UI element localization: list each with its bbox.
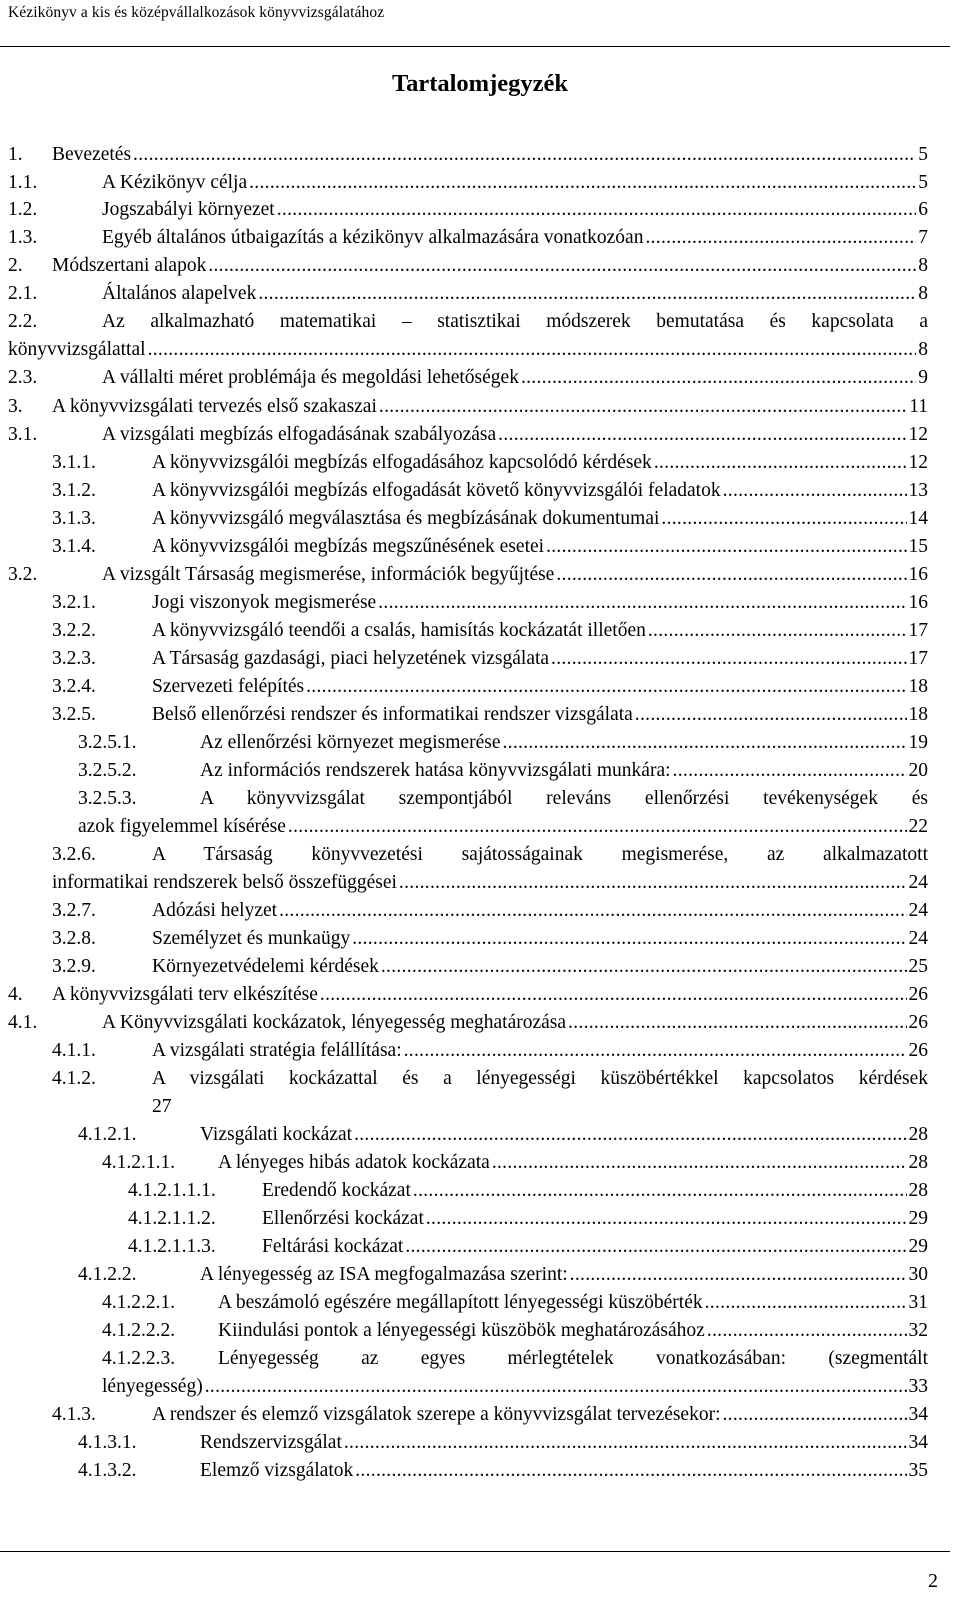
- dot-leader: [379, 393, 907, 420]
- dot-leader: [277, 196, 917, 223]
- toc-entry-title: A rendszer és elemző vizsgálatok szerepe a könyvvizsgálat tervezésekor:: [152, 1404, 721, 1425]
- dot-leader: [645, 224, 916, 251]
- toc-entry-title: A Könyvvizsgálati kockázatok, lényegesség meghatározása: [102, 1012, 567, 1033]
- toc-entry-title: Vizsgálati kockázat: [200, 1124, 353, 1145]
- dot-leader: [705, 1289, 907, 1316]
- toc-entry-page: 8: [918, 283, 928, 304]
- dot-leader: [498, 421, 906, 448]
- toc-entry-number: 3.2.: [8, 564, 38, 585]
- dot-leader: [635, 701, 907, 728]
- toc-entry-title: A könyvvizsgálat szempontjából releváns ellenőrzési tevékenységek és: [200, 788, 928, 809]
- toc-entry-number: 3.1.3.: [52, 508, 96, 529]
- toc-entry-number: 3.2.5.3.: [78, 788, 137, 809]
- toc-entry-page: 8: [918, 339, 928, 360]
- toc-entry-number: 3.: [8, 396, 23, 417]
- toc-entry-number: 4.1.3.1.: [78, 1432, 137, 1453]
- toc-entry-title: A vizsgált Társaság megismerése, információk begyűjtése: [102, 564, 555, 585]
- dot-leader: [148, 336, 917, 363]
- toc-entry-page: 14: [908, 508, 928, 529]
- toc-entry-number: 3.2.2.: [52, 620, 96, 641]
- toc-entry-title: Feltárási kockázat: [262, 1236, 404, 1257]
- toc-entry-page: 19: [908, 732, 928, 753]
- toc-entry-page: 17: [908, 620, 928, 641]
- toc-entry-title: Bevezetés: [52, 144, 132, 165]
- toc-entry-title: A vizsgálati megbízás elfogadásának szabályozása: [102, 424, 497, 445]
- toc-entry-number: 3.2.9.: [52, 956, 96, 977]
- toc-entry-page: 30: [908, 1264, 928, 1285]
- toc-entry-title: Általános alapelvek: [102, 283, 257, 304]
- dot-leader: [279, 897, 906, 924]
- toc-entry-page: 28: [908, 1152, 928, 1173]
- toc-entry-title: A vizsgálati stratégia felállítása:: [152, 1040, 402, 1061]
- toc-entry-title: A könyvvizsgáló megválasztása és megbízásának dokumentumai: [152, 508, 660, 529]
- dot-leader: [249, 169, 916, 196]
- toc-entry-title: Ellenőrzési kockázat: [262, 1208, 424, 1229]
- toc-entry-page: 28: [908, 1124, 928, 1145]
- dot-leader: [344, 1429, 907, 1456]
- toc-entry-number: 3.2.3.: [52, 648, 96, 669]
- toc-entry-title: Belső ellenőrzési rendszer és informatikai rendszer vizsgálata: [152, 704, 633, 725]
- toc-entry-page: 17: [908, 648, 928, 669]
- toc-entry-page: 31: [908, 1292, 928, 1313]
- toc-entry-title: Szervezeti felépítés: [152, 676, 305, 697]
- dot-leader: [413, 1177, 907, 1204]
- dot-leader: [404, 1037, 907, 1064]
- toc-entry-title: A könyvvizsgálói megbízás elfogadását követő könyvvizsgálói feladatok: [152, 480, 721, 501]
- toc-entry-number: 1.1.: [8, 172, 38, 193]
- toc-entry-page: 26: [908, 1040, 928, 1061]
- toc-entry-title: Adózási helyzet: [152, 900, 278, 921]
- toc-entry-page: 6: [918, 199, 928, 220]
- dot-leader: [320, 981, 907, 1008]
- toc-entry-page: 28: [908, 1180, 928, 1201]
- toc-entry-number: 1.3.: [8, 227, 38, 248]
- toc-entry-number: 3.2.7.: [52, 900, 96, 921]
- toc-entry-number: 4.1.1.: [52, 1040, 96, 1061]
- toc-entry-page: 33: [908, 1376, 928, 1397]
- toc-entry-title: Lényegesség az egyes mérlegtételek vonatkozásában: (szegmentált: [218, 1348, 928, 1369]
- toc-entry-title: A Társaság gazdasági, piaci helyzetének vizsgálata: [152, 648, 550, 669]
- toc-entry-page: 24: [908, 928, 928, 949]
- toc-entry-number: 4.1.2.1.1.1.: [128, 1180, 216, 1201]
- toc-entry-title: A beszámoló egészére megállapított lényegességi küszöbérték: [218, 1292, 703, 1313]
- toc-entry-page: 18: [908, 676, 928, 697]
- toc-entry-title: Rendszervizsgálat: [200, 1432, 342, 1453]
- dot-leader: [673, 757, 907, 784]
- toc-entry-title: 27: [152, 1096, 172, 1117]
- toc-entry-number: 3.1.4.: [52, 536, 96, 557]
- toc-entry-title: A vállalti méret problémája és megoldási lehetőségek: [102, 367, 519, 388]
- toc-entry-page: 5: [918, 144, 928, 165]
- toc-entry-number: 3.2.5.1.: [78, 732, 137, 753]
- toc-entry-title: Személyzet és munkaügy: [152, 928, 351, 949]
- dot-leader: [707, 1317, 907, 1344]
- dot-leader: [551, 645, 906, 672]
- toc-entry-page: 26: [908, 1012, 928, 1033]
- toc-entry-title: A könyvvizsgálói megbízás megszűnésének esetei: [152, 536, 545, 557]
- toc-entry-title: A könyvvizsgálati terv elkészítése: [52, 984, 318, 1005]
- toc-entry-page: 24: [908, 872, 928, 893]
- toc-entry-title: A könyvvizsgáló teendői a csalás, hamisítás kockázatát illetően: [152, 620, 646, 641]
- toc-entry-number: 4.1.2.: [52, 1068, 96, 1089]
- toc-entry-page: 29: [908, 1236, 928, 1257]
- toc-entry-number: 1.: [8, 144, 23, 165]
- header-divider: [0, 46, 950, 47]
- toc-entry-number: 4.1.2.2.2.: [102, 1320, 176, 1341]
- dot-leader: [405, 1233, 906, 1260]
- toc-entry-number: 4.: [8, 984, 23, 1005]
- toc-entry-title: A Társaság könyvvezetési sajátosságainak megismerése, az alkalmazatott: [152, 844, 928, 865]
- dot-leader: [352, 925, 906, 952]
- dot-leader: [570, 1261, 907, 1288]
- running-header: Kézikönyv a kis és középvállalkozások könyvvizsgálatához: [8, 4, 385, 21]
- toc-entry-title: Az alkalmazható matematikai – statisztikai módszerek bemutatása és kapcsolata a: [102, 311, 928, 332]
- toc-entry-number: 3.1.2.: [52, 480, 96, 501]
- toc-entry-title: Jogszabályi környezet: [102, 199, 275, 220]
- toc-entry-title: Egyéb általános útbaigazítás a kézikönyv alkalmazására vonatkozóan: [102, 227, 644, 248]
- toc-entry-title: A Kézikönyv célja: [102, 172, 248, 193]
- toc-entry-number: 4.1.2.2.: [78, 1264, 137, 1285]
- toc-entry-page: 20: [908, 760, 928, 781]
- dot-leader: [378, 589, 906, 616]
- dot-leader: [546, 533, 906, 560]
- toc-entry-number: 3.1.1.: [52, 452, 96, 473]
- toc-entry-number: 1.2.: [8, 199, 38, 220]
- dot-leader: [492, 1149, 907, 1176]
- toc-entry-page: 16: [908, 592, 928, 613]
- footer-divider: [0, 1551, 950, 1552]
- toc-entry-number: 3.2.4.: [52, 676, 96, 697]
- dot-leader: [381, 953, 907, 980]
- toc-entry-title: A könyvvizsgálati tervezés első szakaszai: [52, 396, 377, 417]
- dot-leader: [205, 1373, 907, 1400]
- toc-entry-page: 15: [908, 536, 928, 557]
- toc-entry-page: 11: [909, 396, 928, 417]
- toc-entry-page: 13: [908, 480, 928, 501]
- toc-entry-number: 3.2.8.: [52, 928, 96, 949]
- toc-entry-number: 3.1.: [8, 424, 38, 445]
- toc-entry-number: 4.1.3.2.: [78, 1460, 137, 1481]
- dot-leader: [723, 1401, 907, 1428]
- dot-leader: [306, 673, 906, 700]
- dot-leader: [426, 1205, 907, 1232]
- toc-entry-page: 24: [908, 900, 928, 921]
- toc-entry-number: 3.2.5.: [52, 704, 96, 725]
- toc-entry-title: könyvvizsgálattal: [8, 339, 146, 360]
- toc-entry-title: A lényegesség az ISA megfogalmazása szerint:: [200, 1264, 568, 1285]
- toc-entry-page: 16: [908, 564, 928, 585]
- toc-entry-title: Az információs rendszerek hatása könyvvizsgálati munkára:: [200, 760, 671, 781]
- toc-entry-page: 29: [908, 1208, 928, 1229]
- toc-entry-title: lényegesség): [102, 1376, 203, 1397]
- toc-entry-number: 4.1.2.1.1.: [102, 1152, 176, 1173]
- toc-entry-number: 2.1.: [8, 283, 38, 304]
- dot-leader: [288, 813, 907, 840]
- page-number: 2: [928, 1570, 938, 1592]
- toc-entry-title: A könyvvizsgálói megbízás elfogadásához kapcsolódó kérdések: [152, 452, 652, 473]
- toc-entry-number: 2.2.: [8, 311, 38, 332]
- dot-leader: [355, 1457, 906, 1484]
- toc-entry-title: Módszertani alapok: [52, 255, 207, 276]
- toc-entry-title: Jogi viszonyok megismerése: [152, 592, 377, 613]
- toc-entry-title: azok figyelemmel kísérése: [78, 816, 286, 837]
- toc-entry-page: 34: [908, 1432, 928, 1453]
- toc-entry-page: 35: [908, 1460, 928, 1481]
- toc-entry-number: 4.1.2.1.1.3.: [128, 1236, 216, 1257]
- toc-entry-page: 7: [918, 227, 928, 248]
- toc-entry-number: 4.1.2.1.1.2.: [128, 1208, 216, 1229]
- dot-leader: [568, 1009, 906, 1036]
- toc-entry-number: 2.3.: [8, 367, 38, 388]
- toc-entry-page: 32: [908, 1320, 928, 1341]
- dot-leader: [503, 729, 907, 756]
- toc-entry-page: 34: [908, 1404, 928, 1425]
- toc-entry-title: A lényeges hibás adatok kockázata: [218, 1152, 490, 1173]
- dot-leader: [654, 449, 907, 476]
- dot-leader: [208, 252, 916, 279]
- toc-entry-number: 3.2.6.: [52, 844, 96, 865]
- toc-entry-title: Kiindulási pontok a lényegességi küszöbök meghatározásához: [218, 1320, 705, 1341]
- toc-entry-number: 4.1.: [8, 1012, 38, 1033]
- toc-entry-number: 3.2.5.2.: [78, 760, 137, 781]
- toc-entry-number: 4.1.2.2.3.: [102, 1348, 176, 1369]
- dot-leader: [399, 869, 907, 896]
- toc-entry-page: 8: [918, 255, 928, 276]
- toc-entry-title: Az ellenőrzési környezet megismerése: [200, 732, 501, 753]
- toc-entry-title: Eredendő kockázat: [262, 1180, 411, 1201]
- toc-entry-page: 18: [908, 704, 928, 725]
- toc-entry-title: Környezetvédelemi kérdések: [152, 956, 379, 977]
- toc-entry-page: 5: [918, 172, 928, 193]
- toc-entry-number: 3.2.1.: [52, 592, 96, 613]
- toc-entry-title: A vizsgálati kockázattal és a lényegességi küszöbértékkel kapcsolatos kérdések: [152, 1068, 928, 1089]
- toc-entry-number: 4.1.2.2.1.: [102, 1292, 176, 1313]
- toc-entry-page: 22: [908, 816, 928, 837]
- toc-entry-number: 2.: [8, 255, 23, 276]
- dot-leader: [723, 477, 907, 504]
- toc-entry-page: 26: [908, 984, 928, 1005]
- toc-entry-page: 25: [908, 956, 928, 977]
- dot-leader: [661, 505, 906, 532]
- dot-leader: [556, 561, 906, 588]
- toc-entry-number: 4.1.3.: [52, 1404, 96, 1425]
- dot-leader: [354, 1121, 906, 1148]
- toc-entry-page: 12: [908, 452, 928, 473]
- dot-leader: [133, 141, 916, 168]
- toc-entry-page: 12: [908, 424, 928, 445]
- dot-leader: [258, 280, 916, 307]
- toc-entry-page: 9: [918, 367, 928, 388]
- dot-leader: [648, 617, 907, 644]
- toc-entry-title: Elemző vizsgálatok: [200, 1460, 354, 1481]
- toc-entry-number: 4.1.2.1.: [78, 1124, 137, 1145]
- dot-leader: [521, 364, 916, 391]
- toc-entry-title: informatikai rendszerek belső összefüggései: [52, 872, 397, 893]
- page-title: Tartalomjegyzék: [392, 70, 568, 97]
